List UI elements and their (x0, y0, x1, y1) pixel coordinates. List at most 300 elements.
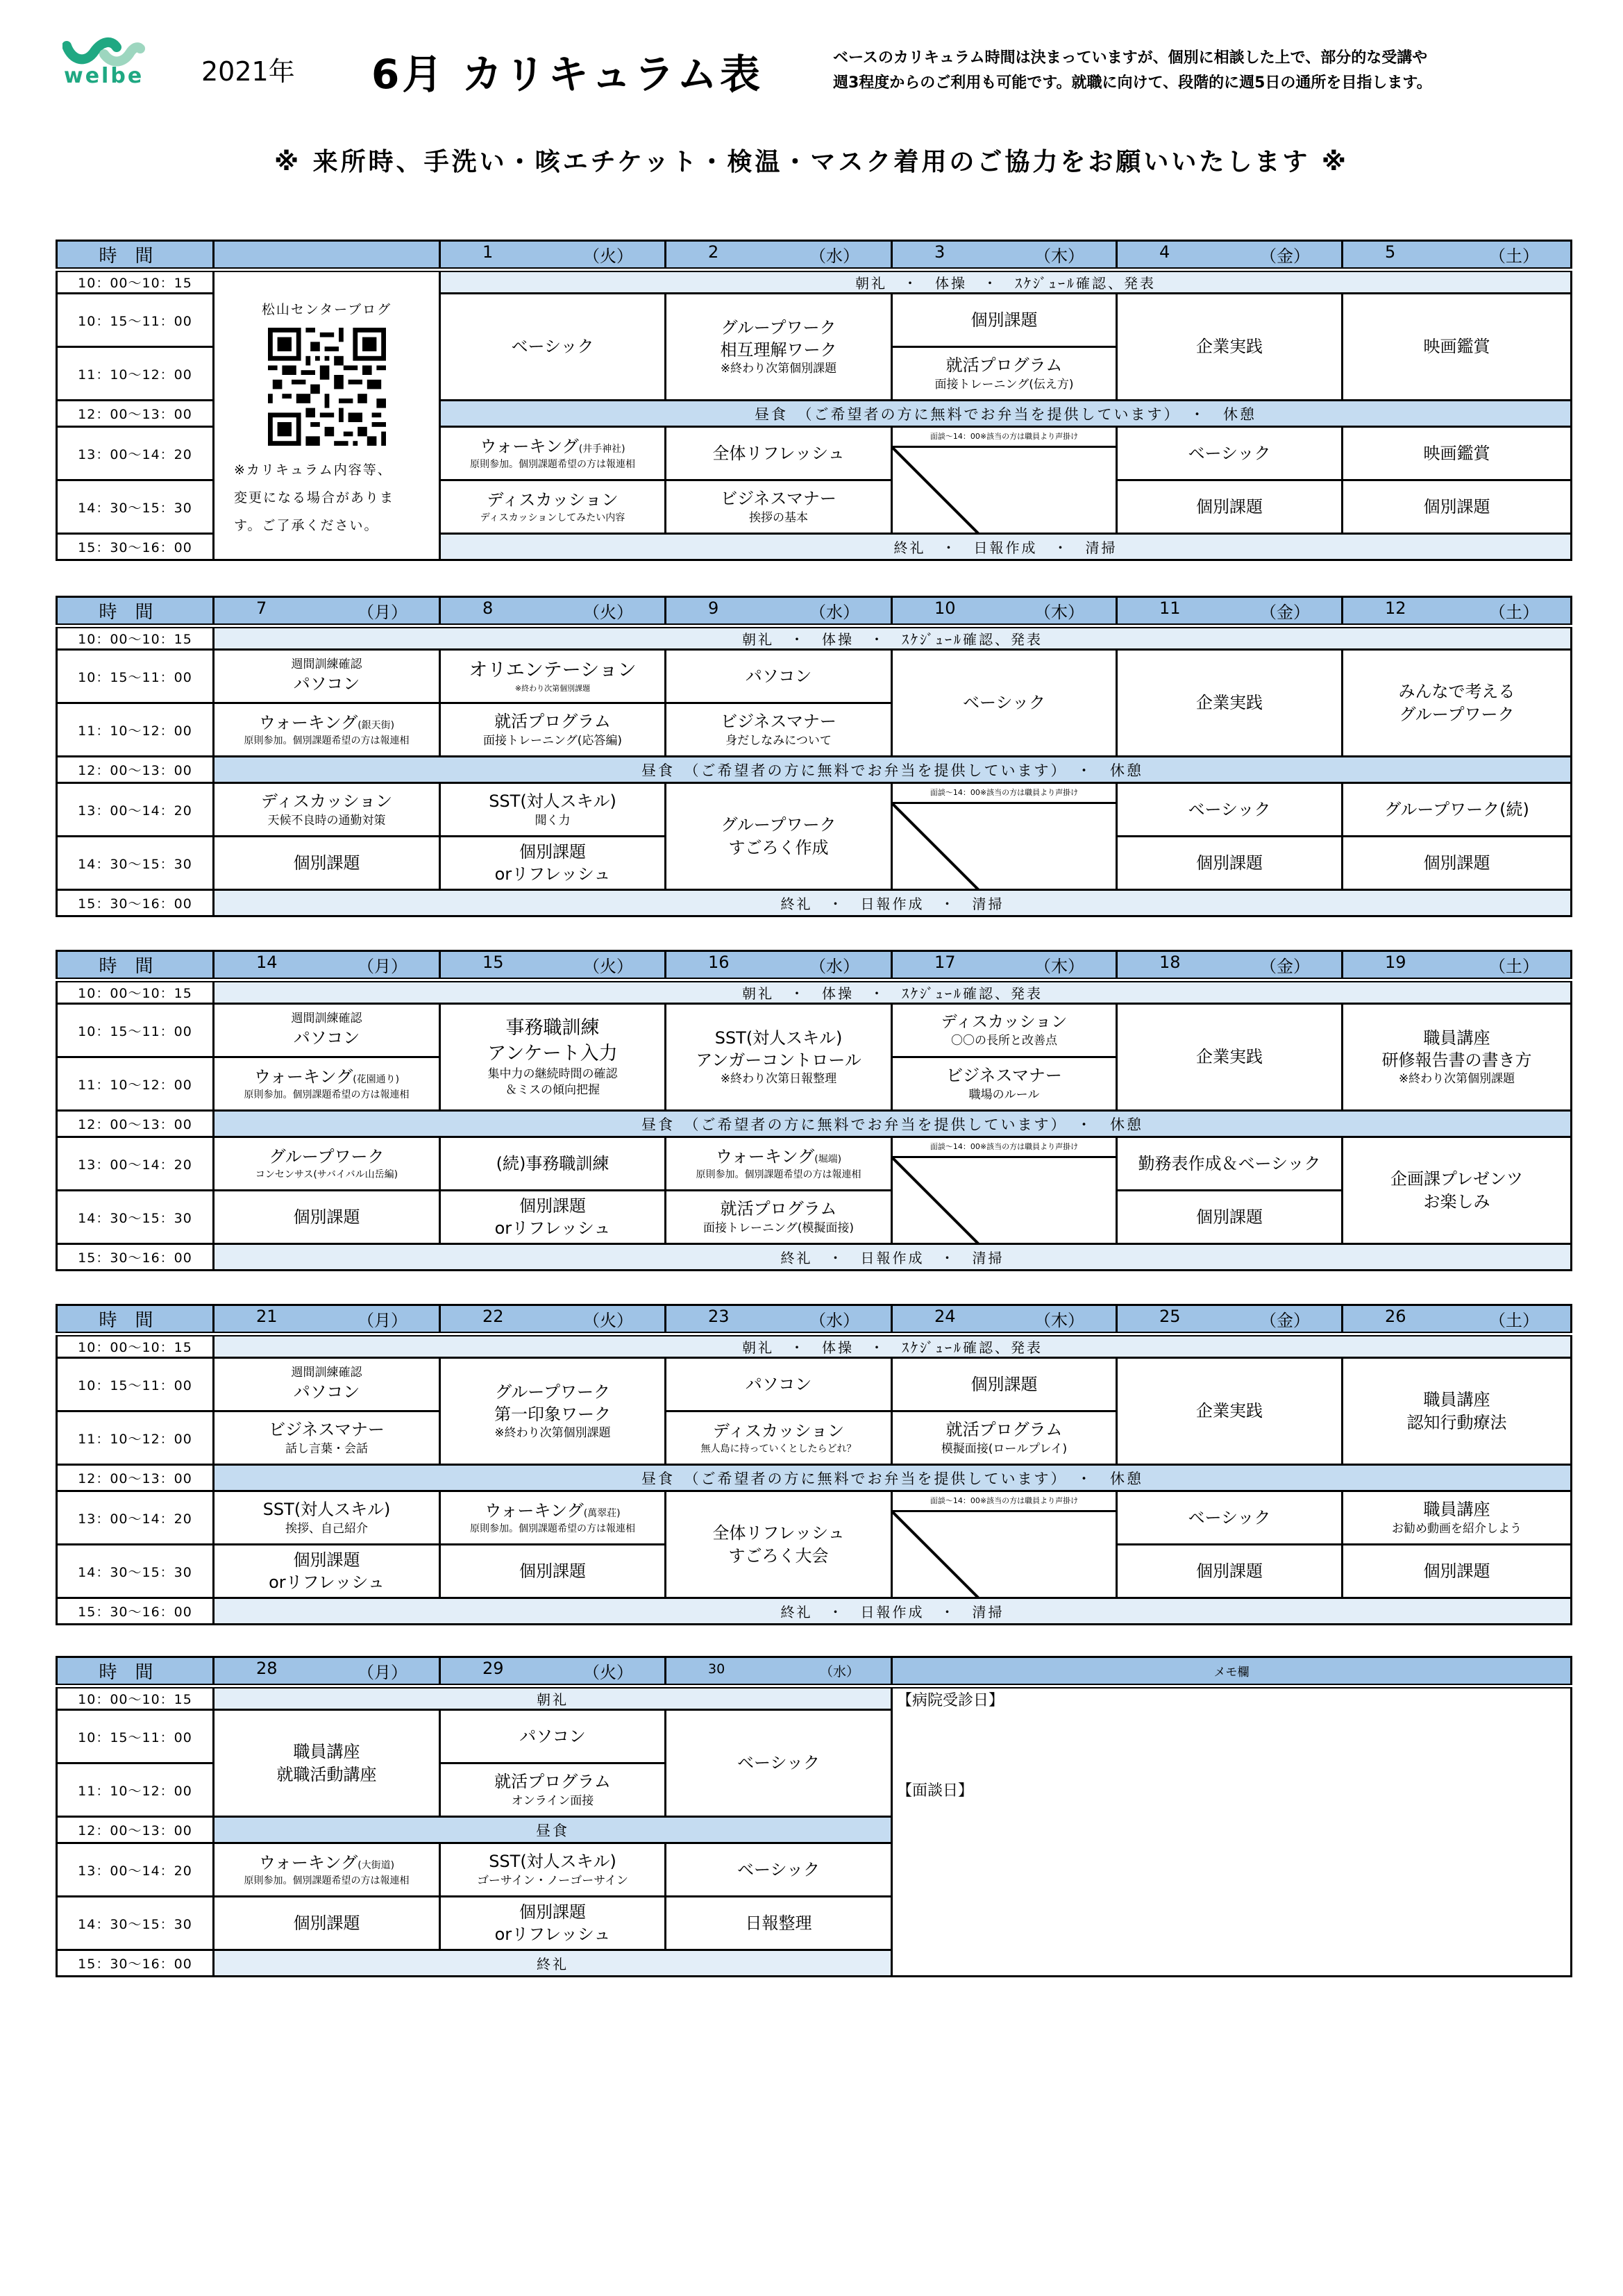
activity-note: ディスカッションしてみたい内容 (480, 512, 625, 523)
day-of-week: （木） (1034, 1311, 1084, 1330)
activity-note: 職場のルール (968, 1087, 1040, 1102)
diagonal-strike-icon (893, 1512, 1116, 1598)
time-slot: 14：30～15：30 (57, 1897, 214, 1950)
logo-wordmark: welbe (64, 64, 144, 88)
morning-band: 朝礼 ・ 体操 ・ ｽｹｼﾞｭｰﾙ確認、発表 (214, 1334, 1572, 1358)
day-header (666, 597, 892, 626)
time-column-header: 時間 (57, 1657, 214, 1686)
activity-cell (666, 294, 892, 401)
activity-note: ※終わり次第日報整理 (720, 1072, 837, 1087)
activity-label: orリフレッシュ (494, 1218, 611, 1238)
time-slot: 13：00～14：20 (57, 427, 214, 480)
day-number: 11 (1159, 598, 1181, 618)
activity-label: グループワーク (269, 1147, 385, 1167)
day-of-week: （火） (583, 246, 633, 266)
activity-cell (1117, 1491, 1343, 1545)
activity-cell (440, 1137, 666, 1191)
activity-cell (214, 837, 440, 890)
day-number: 21 (256, 1307, 278, 1326)
time-slot: 11：10～12：00 (57, 347, 214, 401)
activity-cell (892, 347, 1117, 401)
time-slot: 15：30～16：00 (57, 1244, 214, 1271)
activity-cell (440, 1710, 666, 1763)
activity-label: みんなで考える (1398, 682, 1515, 702)
activity-label: 個別課題 (1196, 853, 1263, 873)
activity-label: 個別課題 (1423, 853, 1490, 873)
activity-cell (666, 480, 892, 534)
day-of-week: （金） (1260, 246, 1310, 266)
day-of-week: （土） (1489, 603, 1539, 622)
activity-label: ウォーキング (253, 1067, 353, 1087)
activity-cell (666, 1843, 892, 1897)
activity-note: 挨拶の基本 (749, 510, 808, 525)
day-number: 2 (708, 242, 719, 262)
activity-cell (214, 1843, 440, 1897)
activity-label: 個別課題 (1196, 496, 1263, 517)
activity-cell (1343, 837, 1572, 890)
activity-note: お勧め動画を紹介しよう (1392, 1521, 1522, 1536)
interview-slot-cell (892, 1491, 1117, 1598)
time-slot: 10：15～11：00 (57, 294, 214, 347)
day-of-week: （土） (1489, 957, 1539, 976)
activity-label: ウォーキング (480, 437, 579, 457)
activity-cell (1117, 427, 1343, 480)
activity-cell (1343, 427, 1572, 480)
header-row (57, 1657, 1572, 1686)
activity-cell (666, 783, 892, 890)
closing-band: 終礼 ・ 日報作成 ・ 清掃 (214, 890, 1572, 916)
activity-label: 事務職訓練 (505, 1017, 600, 1039)
day-header-3 (892, 241, 1117, 270)
activity-label: パソコン (519, 1726, 586, 1746)
activity-note: 挨拶、自己紹介 (285, 1521, 368, 1536)
activity-cell (666, 1491, 892, 1598)
activity-label: グループワーク (1399, 704, 1515, 724)
week-2-table (56, 596, 1572, 917)
activity-label: 個別課題 (293, 1913, 360, 1933)
day-number: 28 (256, 1659, 278, 1678)
activity-label: 個別課題 (970, 310, 1038, 330)
lunch-band: 昼食 (214, 1817, 892, 1843)
time-slot: 11：10～12：00 (57, 1411, 214, 1465)
time-slot: 10：00～10：15 (57, 626, 214, 650)
day-header (214, 1657, 440, 1686)
activity-cell (1117, 480, 1343, 534)
time-slot: 10：00～10：15 (57, 1686, 214, 1710)
activity-cell (214, 1358, 440, 1411)
activity-note: ※終わり次第個別課題 (720, 362, 837, 376)
activity-note: 原則参加。個別課題希望の方は報連相 (470, 1523, 635, 1534)
time-slot: 12：00～13：00 (57, 1465, 214, 1491)
day-number: 9 (708, 598, 719, 618)
week-3-table (56, 950, 1572, 1271)
activity-label: ベーシック (962, 693, 1046, 713)
time-slot: 13：00～14：20 (57, 1843, 214, 1897)
activity-label: orリフレッシュ (494, 1925, 611, 1944)
activity-cell (440, 1191, 666, 1244)
activity-label: 就活プログラム (494, 1772, 611, 1792)
activity-note: 面接トレーニング(伝え方) (934, 377, 1074, 392)
activity-label: パソコン (745, 666, 812, 686)
walking-place: (大街道) (358, 1860, 395, 1872)
day-header (666, 951, 892, 980)
activity-note: 身だしなみについて (725, 733, 832, 748)
activity-cell (214, 783, 440, 837)
week-1-table (56, 240, 1572, 561)
activity-label: 個別課題 (293, 1207, 360, 1227)
activity-label: ウォーキング (258, 713, 358, 733)
day-of-week: （水） (809, 957, 859, 976)
activity-label: ベーシック (511, 337, 594, 357)
time-slot: 12：00～13：00 (57, 1817, 214, 1843)
interview-slot-cell (892, 427, 1117, 534)
activity-cell (440, 1358, 666, 1465)
activity-note: 面接トレーニング(応答編) (483, 733, 622, 748)
activity-note: ※終わり次第個別課題 (494, 1426, 611, 1441)
activity-label: 認知行動療法 (1406, 1412, 1507, 1432)
activity-cell (440, 783, 666, 837)
activity-cell (1117, 294, 1343, 401)
activity-cell (666, 427, 892, 480)
day-of-week: （木） (1034, 246, 1084, 266)
activity-label: 個別課題 (519, 1196, 586, 1216)
header-row (57, 1305, 1572, 1334)
walking-place: (銀天街) (358, 720, 395, 732)
activity-cell (440, 1843, 666, 1897)
activity-label: ベーシック (737, 1753, 821, 1773)
day-of-week: （月） (358, 1663, 407, 1682)
time-slot: 14：30～15：30 (57, 1545, 214, 1598)
day-number: 22 (482, 1307, 504, 1326)
diagonal-strike-icon (893, 1158, 1116, 1244)
day-number: 8 (482, 598, 494, 618)
memo-interview-label: 【面談日】 (897, 1782, 974, 1800)
activity-cell (440, 703, 666, 757)
activity-cell (214, 1710, 440, 1817)
time-slot: 14：30～15：30 (57, 837, 214, 890)
activity-label: 企画課プレゼンツ (1390, 1169, 1524, 1189)
note-line: す。ご了承ください。 (234, 517, 379, 533)
activity-label: グループワーク (494, 1382, 611, 1402)
activity-label: 就活プログラム (494, 712, 611, 732)
day-of-week: （月） (358, 1311, 407, 1330)
day-number: 29 (482, 1659, 504, 1678)
activity-label: orリフレッシュ (269, 1573, 385, 1592)
page-title: 6月 カリキュラム表 (371, 51, 763, 98)
day-number: 24 (934, 1307, 956, 1326)
day-header-1 (440, 241, 666, 270)
activity-cell (214, 1057, 440, 1111)
activity-label: すごろく大会 (728, 1545, 829, 1566)
header-row (57, 597, 1572, 626)
activity-cell (892, 650, 1117, 757)
activity-cell (440, 837, 666, 890)
morning-band: 朝礼 (214, 1686, 892, 1710)
lunch-band: 昼食 （ご希望者の方に無料でお弁当を提供しています） ・ 休憩 (214, 1111, 1572, 1137)
closing-band: 終礼 (214, 1950, 892, 1977)
interview-note: 面談～14：00※該当の方は職員より声掛け (893, 1492, 1116, 1512)
day-number: 19 (1385, 953, 1406, 972)
day-of-week: （月） (358, 603, 407, 622)
activity-label: ビジネスマナー (721, 489, 836, 509)
activity-label: パソコン (293, 1382, 360, 1402)
day-number: 18 (1159, 953, 1181, 972)
day-header (214, 1305, 440, 1334)
header-row (57, 241, 1572, 270)
day-header (1343, 951, 1572, 980)
day-of-week: （水） (809, 1311, 859, 1330)
morning-band: 朝礼 ・ 体操 ・ ｽｹｼﾞｭｰﾙ確認、発表 (214, 626, 1572, 650)
activity-cell (1117, 650, 1343, 757)
activity-label: ベーシック (1188, 443, 1271, 463)
day-number: 15 (482, 953, 504, 972)
activity-cell (666, 650, 892, 703)
activity-label: パソコン (293, 1028, 360, 1048)
time-column-header: 時間 (57, 597, 214, 626)
intro-line-2: 週3程度からのご利用も可能です。就職に向けて、段階的に週5日の通所を目指します。 (833, 74, 1432, 92)
closing-band: 終礼 ・ 日報作成 ・ 清掃 (440, 534, 1572, 560)
interview-note: 面談～14：00※該当の方は職員より声掛け (893, 428, 1116, 448)
day-header (1117, 1305, 1343, 1334)
activity-label: 職員講座 (293, 1742, 360, 1762)
activity-note: ゴーサイン・ノーゴーサイン (476, 1873, 629, 1888)
lunch-band: 昼食 （ご希望者の方に無料でお弁当を提供しています） ・ 休憩 (440, 401, 1572, 427)
note-line: 変更になる場合がありま (234, 489, 395, 505)
time-column-header: 時間 (57, 241, 214, 270)
activity-note: ＆ミスの傾向把握 (505, 1082, 600, 1097)
interview-slot-cell (892, 783, 1117, 890)
activity-label: オリエンテーション (469, 660, 637, 682)
activity-cell (892, 1057, 1117, 1111)
activity-cell (1117, 837, 1343, 890)
activity-label: 映画鑑賞 (1423, 443, 1490, 463)
day-number: 3 (934, 242, 945, 262)
day-header (666, 1657, 892, 1686)
activity-cell (440, 650, 666, 703)
activity-label: お楽しみ (1423, 1191, 1490, 1212)
time-column-header: 時間 (57, 951, 214, 980)
activity-cell (440, 1763, 666, 1817)
time-slot: 13：00～14：20 (57, 1137, 214, 1191)
time-slot: 10：15～11：00 (57, 1358, 214, 1411)
day-header (892, 951, 1117, 980)
activity-label: 第一印象ワーク (494, 1405, 611, 1425)
header-row (57, 951, 1572, 980)
walking-place: (萬翠荘) (583, 1508, 621, 1520)
activity-label: 職員講座 (1423, 1390, 1490, 1410)
day-header (892, 597, 1117, 626)
closing-band: 終礼 ・ 日報作成 ・ 清掃 (214, 1244, 1572, 1271)
time-slot: 10：15～11：00 (57, 1710, 214, 1763)
activity-cell (666, 1191, 892, 1244)
time-slot: 15：30～16：00 (57, 1598, 214, 1625)
day-of-week: （火） (583, 603, 633, 622)
activity-cell (214, 1137, 440, 1191)
time-slot: 13：00～14：20 (57, 1491, 214, 1545)
activity-cell (214, 1191, 440, 1244)
day-number: 26 (1385, 1307, 1406, 1326)
activity-cell (666, 1897, 892, 1950)
day-header-2 (666, 241, 892, 270)
lunch-band: 昼食 （ご希望者の方に無料でお弁当を提供しています） ・ 休憩 (214, 1465, 1572, 1491)
time-slot: 11：10～12：00 (57, 703, 214, 757)
activity-cell (1343, 480, 1572, 534)
day-number: 17 (934, 953, 956, 972)
day-of-week: （火） (583, 1311, 633, 1330)
activity-cell (666, 1004, 892, 1111)
activity-label: 映画鑑賞 (1423, 337, 1490, 357)
activity-label: 職員講座 (1423, 1028, 1490, 1048)
lunch-band: 昼食 （ご希望者の方に無料でお弁当を提供しています） ・ 休憩 (214, 757, 1572, 783)
activity-label: orリフレッシュ (494, 864, 611, 884)
activity-cell (1343, 1137, 1572, 1244)
activity-note: 集中力の継続時間の確認 (487, 1067, 618, 1081)
qr-code-icon[interactable] (268, 328, 386, 446)
activity-cell (666, 703, 892, 757)
activity-cell (1343, 1491, 1572, 1545)
day-header (1343, 1305, 1572, 1334)
activity-cell (892, 1358, 1117, 1411)
activity-label: グループワーク (721, 815, 836, 835)
day-of-week: （水） (809, 603, 859, 622)
activity-cell (892, 1411, 1117, 1465)
day-of-week: （土） (1489, 246, 1539, 266)
day-of-week: （火） (583, 957, 633, 976)
time-slot: 14：30～15：30 (57, 480, 214, 534)
activity-cell (440, 294, 666, 401)
activity-label: ウォーキング (485, 1501, 584, 1521)
day-of-week: （金） (1260, 603, 1310, 622)
activity-label: 個別課題 (1196, 1207, 1263, 1227)
week-5-table (56, 1656, 1572, 1977)
activity-label: 個別課題 (1423, 496, 1490, 517)
activity-label: 企業実践 (1196, 1401, 1263, 1421)
activity-label: ベーシック (1188, 799, 1271, 819)
activity-label: 全体リフレッシュ (712, 1523, 845, 1543)
activity-note: 週間訓練確認 (291, 657, 362, 672)
memo-header: メモ欄 (892, 1657, 1572, 1686)
activity-label: SST(対人スキル) (262, 1500, 391, 1520)
activity-label: 個別課題 (519, 1902, 586, 1922)
activity-label: 個別課題 (1423, 1561, 1490, 1581)
day-header (440, 1305, 666, 1334)
time-slot: 14：30～15：30 (57, 1191, 214, 1244)
activity-cell (440, 427, 666, 480)
intro-line-1: ベースのカリキュラム時間は決まっていますが、個別に相談した上で、部分的な受講や (833, 49, 1428, 67)
activity-note: 天候不良時の通勤対策 (267, 813, 386, 828)
activity-note: 週間訓練確認 (291, 1012, 362, 1026)
activity-label: パソコン (745, 1374, 812, 1394)
time-slot: 15：30～16：00 (57, 534, 214, 560)
diagonal-strike-icon (893, 448, 1116, 534)
activity-cell (214, 1411, 440, 1465)
time-slot: 10：15～11：00 (57, 650, 214, 703)
activity-cell (214, 1545, 440, 1598)
memo-hospital-label: 【病院受診日】 (897, 1692, 1004, 1709)
activity-label: ウォーキング (258, 1853, 358, 1873)
activity-note: 週間訓練確認 (291, 1366, 362, 1380)
year-label: 2021年 (201, 56, 295, 87)
blog-title: 松山センターブログ (261, 301, 392, 317)
activity-note: 模擬面接(ロールプレイ) (941, 1441, 1068, 1456)
activity-label: 個別課題 (1196, 1561, 1263, 1581)
activity-note: ※終わり次第個別課題 (1398, 1072, 1515, 1087)
day-header (1117, 951, 1343, 980)
activity-label: 就活プログラム (720, 1199, 837, 1219)
activity-cell (1117, 1137, 1343, 1191)
activity-label: アンガーコントロール (696, 1050, 861, 1071)
activity-note: 原則参加。個別課題希望の方は報連相 (244, 1089, 410, 1100)
activity-cell (214, 1004, 440, 1057)
day-header (440, 951, 666, 980)
activity-label: 個別課題 (293, 853, 360, 873)
activity-note: 原則参加。個別課題希望の方は報連相 (470, 458, 635, 470)
week-4-table (56, 1304, 1572, 1625)
day-header (1343, 597, 1572, 626)
activity-cell (1343, 783, 1572, 837)
activity-label: 相互理解ワーク (720, 340, 837, 360)
time-slot: 11：10～12：00 (57, 1763, 214, 1817)
time-slot: 13：00～14：20 (57, 783, 214, 837)
activity-note: 原則参加。個別課題希望の方は報連相 (244, 735, 410, 746)
activity-cell (214, 1897, 440, 1950)
activity-label: 勤務表作成＆ベーシック (1138, 1153, 1321, 1173)
activity-label: 個別課題 (519, 841, 586, 862)
activity-label: すごろく作成 (728, 837, 829, 857)
activity-label: ベーシック (737, 1859, 821, 1879)
activity-cell (1343, 1358, 1572, 1465)
walking-place: (花園通り) (353, 1074, 400, 1086)
activity-label: グループワーク (721, 317, 836, 337)
activity-label: 企業実践 (1196, 1047, 1263, 1067)
activity-cell (1117, 783, 1343, 837)
activity-label: SST(対人スキル) (489, 791, 616, 812)
activity-cell (1343, 1004, 1572, 1111)
day-number: 10 (934, 598, 956, 618)
memo-area[interactable] (892, 1686, 1572, 1977)
activity-note: オンライン面接 (511, 1793, 594, 1808)
activity-label: 個別課題 (293, 1550, 360, 1570)
time-slot: 10：00～10：15 (57, 270, 214, 294)
activity-label: SST(対人スキル) (489, 1852, 616, 1872)
note-line: ※カリキュラム内容等、 (234, 462, 392, 478)
day-header (214, 951, 440, 980)
activity-label: 企業実践 (1196, 693, 1263, 713)
activity-cell (214, 650, 440, 703)
activity-label: ビジネスマナー (269, 1420, 385, 1440)
activity-cell (440, 480, 666, 534)
activity-cell (1343, 1545, 1572, 1598)
activity-cell (440, 1491, 666, 1545)
time-slot: 12：00～13：00 (57, 401, 214, 427)
day-of-week: （金） (1260, 1311, 1310, 1330)
activity-label: パソコン (293, 674, 360, 694)
activity-cell (440, 1545, 666, 1598)
time-slot: 12：00～13：00 (57, 757, 214, 783)
activity-note: 話し言葉・会話 (285, 1441, 368, 1456)
activity-label: 就活プログラム (945, 355, 1063, 376)
diagonal-strike-icon (893, 804, 1116, 890)
day-number: 14 (256, 953, 278, 972)
activity-label: 職員講座 (1423, 1500, 1490, 1520)
activity-label: 日報整理 (745, 1913, 812, 1933)
activity-cell (892, 1004, 1117, 1057)
activity-cell (1117, 1004, 1343, 1111)
day-header-blank (214, 241, 440, 270)
time-slot: 15：30～16：00 (57, 890, 214, 916)
activity-cell (1343, 294, 1572, 401)
day-header (1117, 597, 1343, 626)
